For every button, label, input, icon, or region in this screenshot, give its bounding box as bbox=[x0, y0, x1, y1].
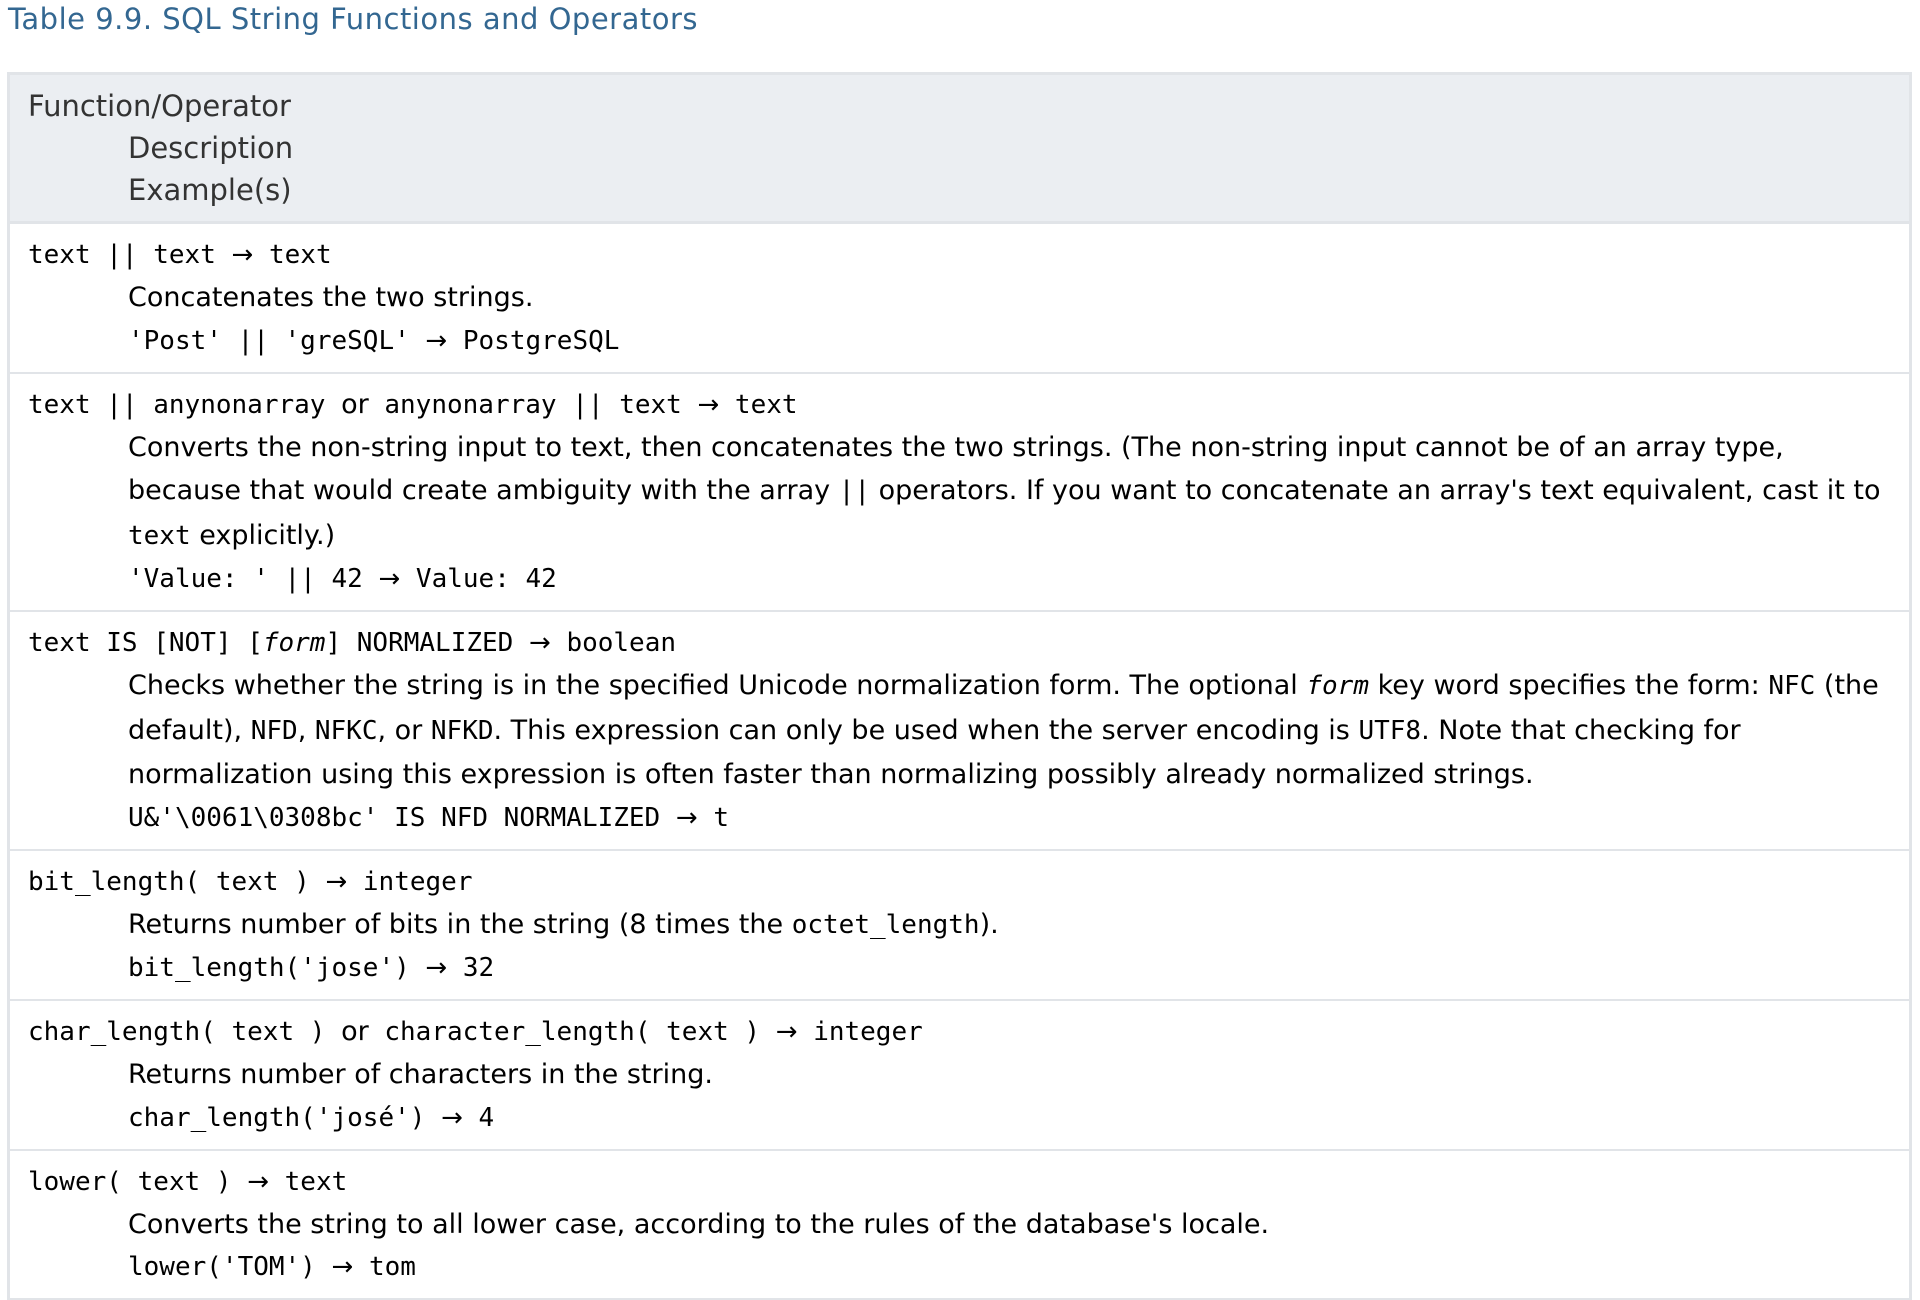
function-description: Returns number of characters in the string. bbox=[28, 1053, 1889, 1097]
inline-code: UTF8 bbox=[1358, 716, 1421, 746]
arrow-icon: → bbox=[425, 326, 447, 356]
function-example bbox=[28, 1246, 1889, 1288]
inline-code: NFKC bbox=[315, 716, 378, 746]
arrow-icon: → bbox=[325, 867, 347, 897]
function-signature bbox=[28, 234, 1889, 276]
arrow-icon: → bbox=[529, 628, 551, 658]
arrow-icon: → bbox=[776, 1017, 798, 1047]
arg-type: text bbox=[28, 390, 91, 420]
function-name: lower bbox=[28, 1167, 106, 1197]
header-description: Description bbox=[28, 127, 1893, 169]
function-signature: lower( text ) → text bbox=[28, 1161, 1889, 1203]
inline-code: NFKD bbox=[431, 716, 494, 746]
return-type: integer bbox=[363, 867, 473, 897]
table-row bbox=[10, 1001, 1909, 1151]
header-examples: Example(s) bbox=[28, 169, 1893, 211]
example-result: 4 bbox=[479, 1103, 495, 1133]
function-example bbox=[28, 320, 1889, 362]
inline-code: octet_length bbox=[792, 910, 980, 940]
arg-type: text bbox=[138, 1167, 201, 1197]
function-signature bbox=[28, 384, 1889, 426]
arrow-icon: → bbox=[247, 1167, 269, 1197]
return-type: boolean bbox=[566, 628, 676, 658]
arg-type: text bbox=[28, 628, 91, 658]
return-type: text bbox=[285, 1167, 348, 1197]
return-type: text bbox=[735, 390, 798, 420]
arg-type: text bbox=[153, 240, 216, 270]
arg-type: text bbox=[216, 867, 279, 897]
example-result: t bbox=[713, 803, 729, 833]
example-expression: U&'\0061\0308bc' IS NFD NORMALIZED bbox=[128, 803, 660, 833]
function-example bbox=[28, 947, 1889, 989]
arg-type: text bbox=[619, 390, 682, 420]
return-type: integer bbox=[813, 1017, 923, 1047]
function-example bbox=[28, 797, 1889, 839]
operator: || bbox=[572, 390, 603, 420]
example-expression: bit_length('jose') bbox=[128, 953, 410, 983]
table-row bbox=[10, 374, 1909, 613]
keyword: NORMALIZED bbox=[357, 628, 514, 658]
example-result: Value: 42 bbox=[416, 564, 557, 594]
arg-type: text bbox=[28, 240, 91, 270]
table-row bbox=[10, 1151, 1909, 1300]
arrow-icon: → bbox=[378, 564, 400, 594]
or-text: or bbox=[341, 1016, 369, 1047]
table-header bbox=[10, 75, 1909, 224]
table-row bbox=[10, 224, 1909, 374]
arrow-icon: → bbox=[697, 390, 719, 420]
arrow-icon: → bbox=[441, 1103, 463, 1133]
function-name: bit_length bbox=[28, 867, 185, 897]
inline-code: || bbox=[839, 476, 870, 506]
form-param: form bbox=[263, 628, 326, 658]
function-signature: text IS [NOT] [form] NORMALIZED → boolean bbox=[28, 622, 1889, 664]
return-type: text bbox=[269, 240, 332, 270]
arrow-icon: → bbox=[332, 1252, 354, 1282]
table-title: Table 9.9. SQL String Functions and Operators bbox=[8, 2, 698, 36]
example-result: 32 bbox=[463, 953, 494, 983]
function-example bbox=[28, 558, 1889, 600]
optional-keyword: [NOT] bbox=[153, 628, 231, 658]
inline-code: text bbox=[128, 521, 191, 551]
table-row bbox=[10, 612, 1909, 851]
function-description: Checks whether the string is in the specified Unicode normalization form. The optional form key word specifies the form: NFC (the default), NFD, NFKC, or NFKD. This expression can only be used when the server encoding is UTF8. Note that checking for normalization using this expression is often faster than normalizing possibly already normalized strings. bbox=[28, 664, 1889, 797]
arg-type: anynonarray bbox=[384, 390, 556, 420]
functions-table bbox=[7, 72, 1912, 1300]
inline-code: NFC bbox=[1768, 671, 1815, 701]
function-name: character_length bbox=[384, 1017, 634, 1047]
example-result: tom bbox=[369, 1252, 416, 1282]
arrow-icon: → bbox=[676, 803, 698, 833]
arg-type: anynonarray bbox=[153, 390, 325, 420]
arg-type: text bbox=[666, 1017, 729, 1047]
example-expression: 'Post' || 'greSQL' bbox=[128, 326, 410, 356]
function-description: Concatenates the two strings. bbox=[28, 276, 1889, 320]
arrow-icon: → bbox=[232, 240, 254, 270]
arrow-icon: → bbox=[425, 953, 447, 983]
function-example bbox=[28, 1097, 1889, 1139]
inline-code: form bbox=[1306, 671, 1369, 701]
keyword: IS bbox=[106, 628, 137, 658]
operator: || bbox=[106, 390, 137, 420]
arg-type: text bbox=[232, 1017, 295, 1047]
or-text: or bbox=[341, 389, 369, 420]
operator: || bbox=[106, 240, 137, 270]
function-name: char_length bbox=[28, 1017, 200, 1047]
header-function-operator: Function/Operator bbox=[28, 85, 1893, 127]
example-expression: char_length('josé') bbox=[128, 1103, 425, 1133]
function-signature: bit_length( text ) → integer bbox=[28, 861, 1889, 903]
function-description: Converts the string to all lower case, according to the rules of the database's locale. bbox=[28, 1203, 1889, 1247]
table-row bbox=[10, 851, 1909, 1002]
example-expression: 'Value: ' || 42 bbox=[128, 564, 363, 594]
function-description: Converts the non-string input to text, then concatenates the two strings. (The non-string input cannot be of an array type, because that would create ambiguity with the array || operators. If you want to concatenate an array's text equivalent, cast it to text explicitly.) bbox=[28, 426, 1889, 559]
inline-code: NFD bbox=[251, 716, 298, 746]
example-result: PostgreSQL bbox=[463, 326, 620, 356]
function-description: Returns number of bits in the string (8 times the octet_length). bbox=[28, 903, 1889, 948]
function-signature: char_length( text ) or character_length( text ) → integer bbox=[28, 1011, 1889, 1053]
example-expression: lower('TOM') bbox=[128, 1252, 316, 1282]
